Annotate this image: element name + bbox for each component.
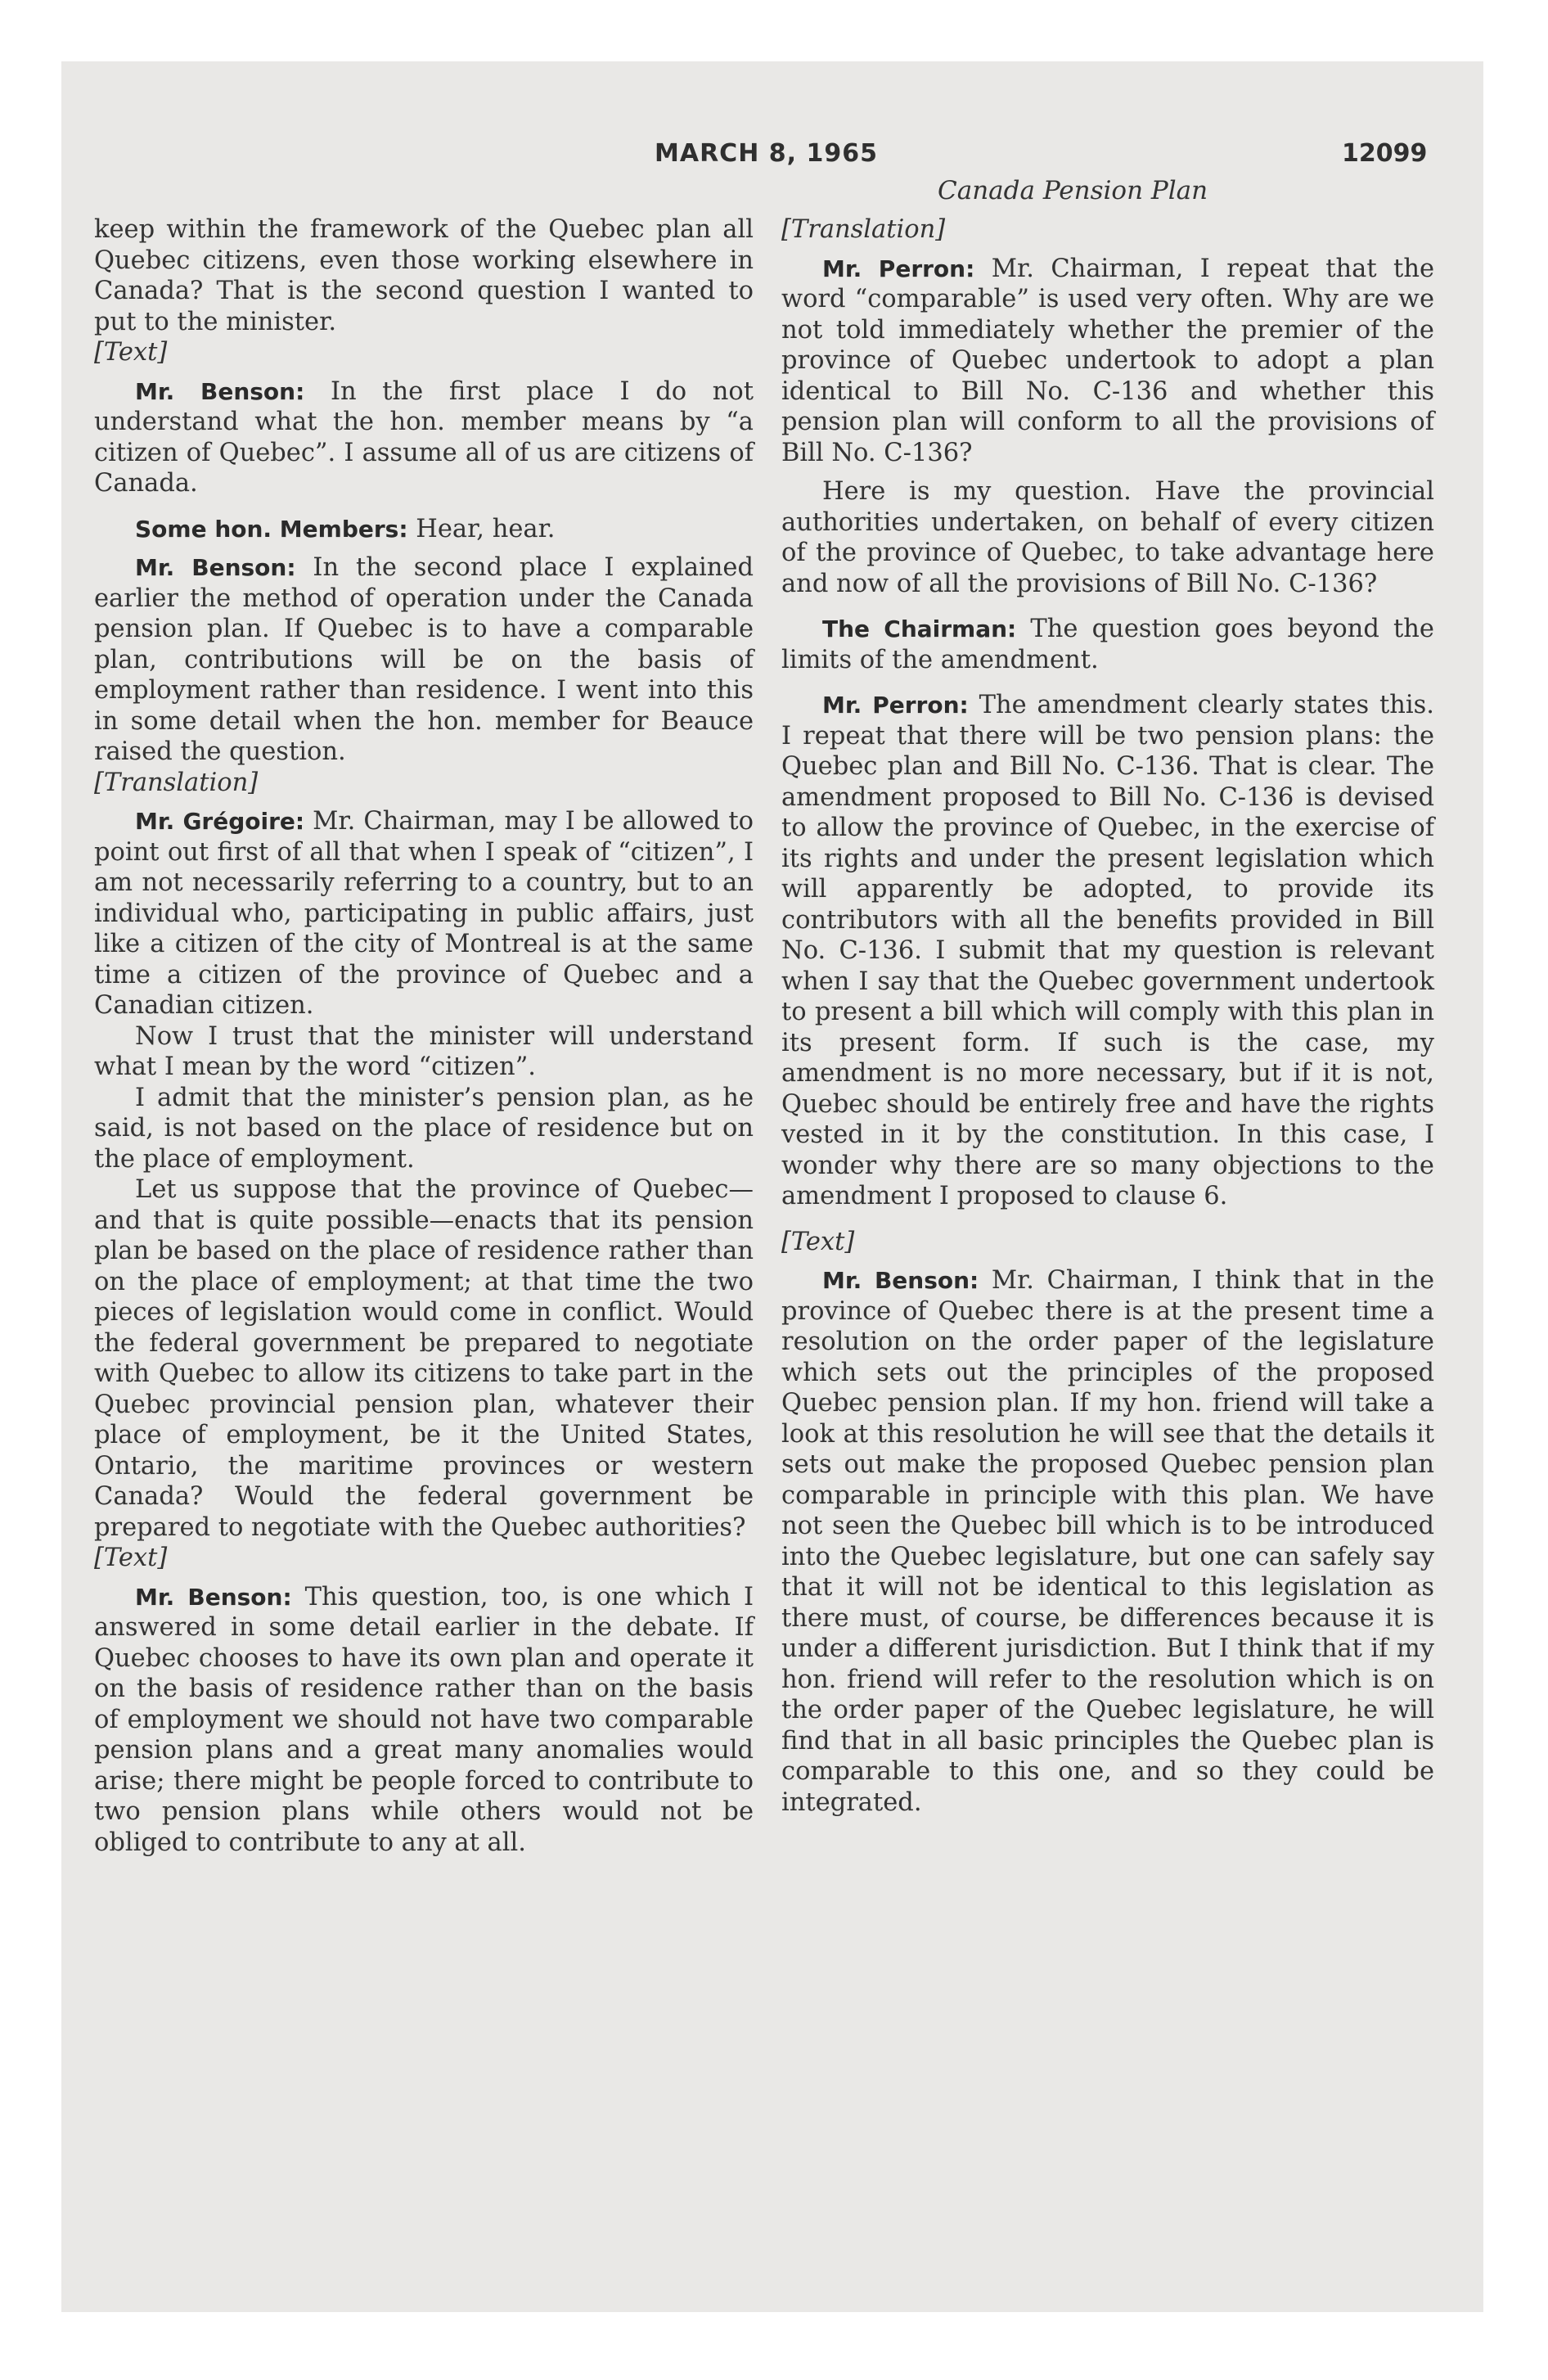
speech-text: Mr. Chairman, I think that in the province of Quebec there is at the present time a resolution on the order paper of the legislature which sets out the principles of the proposed Quebec pension plan. If my hon. friend will take a look at this resolution he will see that the details it sets out make the proposed Quebec pension plan comparable in principle with this plan. We have not seen the Quebec bill which is to be introduced into the Quebec legislature, but one can safely say that it will not be identical to this legislation as there must, of course, be differences because it is under a different jurisdiction. But I think that if my hon. friend will refer to the resolution which is on the order paper of the Quebec legislature, he will find that in all basic principles the Quebec plan is comparable to this one, and so they could be integrated.: [781, 1266, 1434, 1817]
speech-text: This question, too, is one which I answered in some detail earlier in the debate. If Quebec chooses to have its own plan and operate it on the basis of residence rather than on the basis of employment we should not have two comparable pension plans and a great many anomalies would arise; there might be people forced to contribute to two pension plans while others would not be obliged to contribute to any at all.: [94, 1582, 754, 1857]
speech-paragraph: [94, 376, 754, 499]
speech-text: Mr. Chairman, may I be allowed to point out first of all that when I speak of “citizen”, I am not necessarily referring to a country, but to an individual who, participating in public affairs, just like a citizen of the city of Montreal is at the same time a citizen of the province of Quebec and a Canadian citizen.: [94, 807, 754, 1020]
speaker-name: Mr. Benson:: [135, 554, 296, 581]
page-date: MARCH 8, 1965: [655, 139, 878, 168]
language-tag: [Text]: [94, 338, 168, 367]
speech-paragraph: [94, 514, 754, 545]
speech-paragraph: [94, 806, 754, 1021]
speech-paragraph: [94, 1582, 754, 1859]
speech-text: The question goes beyond the limits of the amendment.: [781, 615, 1434, 674]
speech-paragraph: [781, 690, 1434, 1212]
language-tag: [Text]: [781, 1227, 855, 1256]
paragraph: Now I trust that the minister will understand what I mean by the word “citizen”.: [94, 1021, 754, 1081]
speech-paragraph: [781, 1265, 1434, 1818]
speech-paragraph: [94, 552, 754, 768]
paragraph: Let us suppose that the province of Quebec—and that is quite possible—enacts that its pension plan be based on the place of residence rather than on the place of employment; at that time the two pieces of legislation would come in conflict. Would the federal government be prepared to negotiate with Quebec to allow its citizens to take part in the Quebec provincial pension plan, whatever their place of employment, be it the United States, Ontario, the maritime provinces or western Canada? Would the federal government be prepared to negotiate with the Quebec authorities?: [94, 1175, 754, 1542]
speaker-name: Mr. Benson:: [822, 1267, 979, 1294]
speaker-name: Mr. Perron:: [822, 692, 969, 719]
speech-text: Hear, hear.: [407, 514, 556, 543]
language-tag: [Text]: [94, 1544, 168, 1572]
paragraph: I admit that the minister’s pension plan, as he said, is not based on the place of residence but on the place of employment.: [94, 1083, 754, 1174]
paragraph: Here is my question. Have the provincial authorities undertaken, on behalf of every citizen of the province of Quebec, to take advantage here and now of all the provisions of Bill No. C-136?: [781, 477, 1434, 598]
right-column: [781, 214, 1434, 1818]
speech-text: In the second place I explained earlier the method of operation under the Canada pension plan. If Quebec is to have a comparable plan, contributions will be on the basis of employment rather than residence. I went into this in some detail when the hon. member for Beauce raised the question.: [94, 553, 754, 766]
paragraph: keep within the framework of the Quebec plan all Quebec citizens, even those working elsewhere in Canada? That is the second question I wanted to put to the minister.: [94, 215, 754, 336]
speaker-name: The Chairman:: [822, 615, 1017, 642]
running-head: Canada Pension Plan: [938, 176, 1208, 205]
language-tag: [Translation]: [781, 215, 946, 244]
speech-paragraph: [781, 614, 1434, 675]
speech-text: The amendment clearly states this. I repeat that there will be two pension plans: the Quebec plan and Bill No. C-136. That is clear. The amendment proposed to Bill No. C-136 is devised to allow the province of Quebec, in the exercise of its rights and under the present legislation which will apparently be adopted, to provide its contributors with all the benefits provided in Bill No. C-136. I submit that my question is relevant when I say that the Quebec government undertook to present a bill which will comply with this plan in its present form. If such is the case, my amendment is no more necessary, but if it is not, Quebec should be entirely free and have the rights vested in it by the constitution. In this case, I wonder why there are so many objections to the amendment I proposed to clause 6.: [781, 691, 1434, 1210]
page-number: 12099: [1342, 139, 1428, 168]
speech-text: In the first place I do not understand what the hon. member means by “a citizen of Quebec”. I assume all of us are citizens of Canada.: [94, 376, 754, 498]
language-tag: [Translation]: [94, 768, 259, 797]
speaker-name: Some hon. Members:: [135, 515, 408, 543]
speaker-name: Mr. Benson:: [135, 377, 305, 405]
speaker-name: Mr. Perron:: [822, 255, 975, 282]
speaker-name: Mr. Benson:: [135, 1583, 292, 1611]
speech-text: Mr. Chairman, I repeat that the word “comparable” is used very often. Why are we not told immediately whether the premier of the province of Quebec undertook to adopt a plan identical to Bill No. C-136 and whether this pension plan will conform to all the provisions of Bill No. C-136?: [781, 254, 1435, 467]
speech-paragraph: [781, 254, 1434, 469]
speaker-name: Mr. Grégoire:: [135, 808, 305, 835]
left-column: [94, 214, 754, 1858]
